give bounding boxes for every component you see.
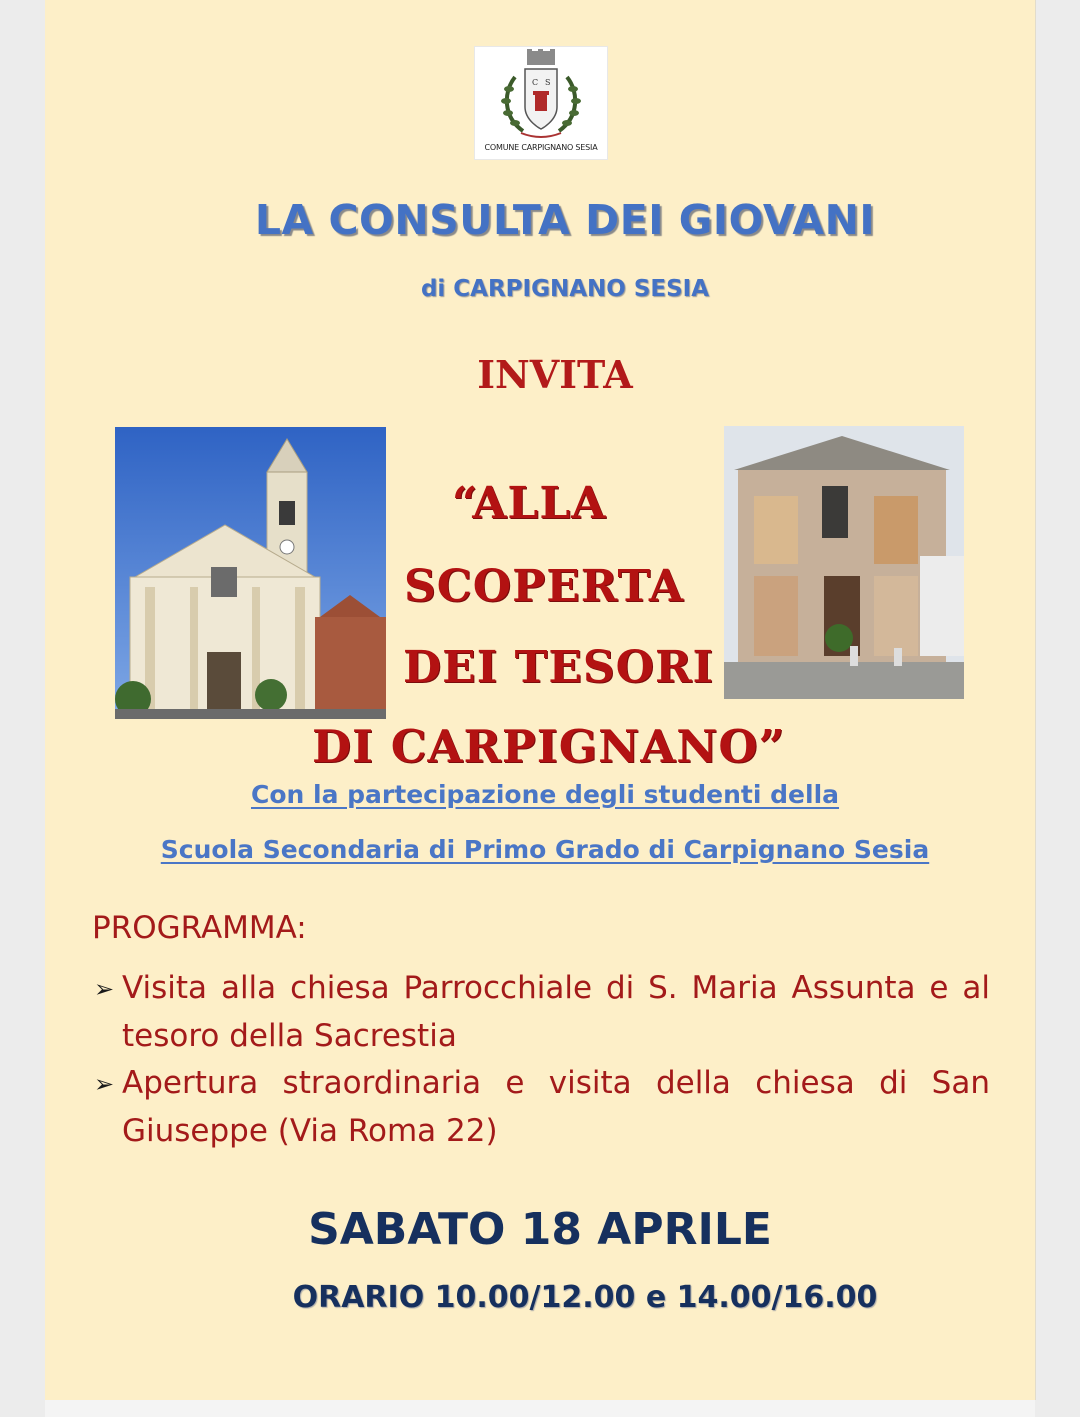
arrow-bullet-icon: ➢: [94, 975, 115, 1003]
invita-heading: INVITA: [477, 352, 633, 397]
page-title: LA CONSULTA DEI GIOVANI: [254, 196, 876, 244]
event-hours: ORARIO 10.00/12.00 e 14.00/16.00: [292, 1280, 878, 1315]
event-title-line-2: SCOPERTA: [404, 561, 685, 612]
event-title-line-4: DI CARPIGNANO”: [312, 720, 786, 773]
arrow-bullet-icon: ➢: [94, 1070, 115, 1098]
participation-link-line-1[interactable]: Con la partecipazione degli studenti della: [250, 780, 840, 809]
page-bottom-gap: [45, 1400, 1035, 1417]
page-subtitle: di CARPIGNANO SESIA: [420, 276, 710, 302]
san-giuseppe-church-photo: [724, 426, 964, 699]
parish-church-photo: [115, 427, 386, 719]
program-item: Apertura straordinaria e visita della chiesa di San Giuseppe (Via Roma 22): [122, 1065, 990, 1149]
participation-link-line-2[interactable]: Scuola Secondaria di Primo Grado di Carpignano Sesia: [160, 835, 930, 864]
event-title-line-1: “ALLA: [452, 478, 607, 529]
svg-text:S: S: [545, 78, 551, 87]
crest-caption: COMUNE CARPIGNANO SESIA: [484, 143, 598, 152]
event-date: SABATO 18 APRILE: [308, 1204, 772, 1255]
svg-text:C: C: [532, 78, 539, 87]
municipality-crest: [474, 46, 608, 160]
event-title-line-3: DEI TESORI: [403, 642, 715, 693]
program-label: PROGRAMMA:: [92, 910, 307, 946]
program-item: Visita alla chiesa Parrocchiale di S. Maria Assunta e al tesoro della Sacrestia: [122, 970, 990, 1054]
